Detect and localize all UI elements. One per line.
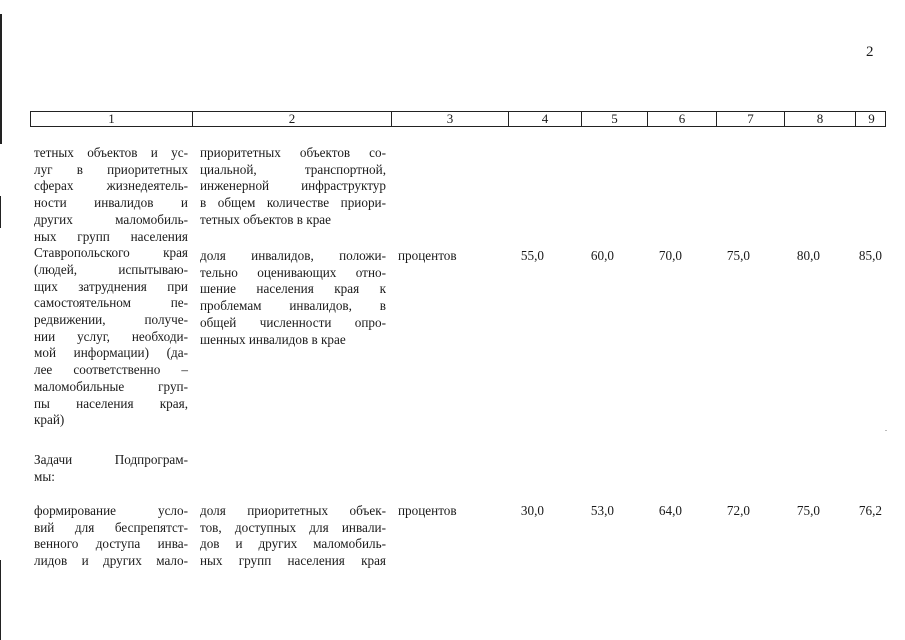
indicator-3-value-col8: 75,0 xyxy=(796,503,820,518)
indicator-2-description-cell xyxy=(200,248,386,348)
header-col-6: 6 xyxy=(648,112,717,126)
indicator-3-unit: процентов xyxy=(398,503,457,518)
indicator-2-line: тельно оценивающих отно- xyxy=(200,264,386,280)
goal-line: самостоятельном пе- xyxy=(34,295,188,311)
indicator-1-description-cell xyxy=(200,145,386,229)
goal-line: луг в приоритетных xyxy=(34,161,188,177)
header-col-7: 7 xyxy=(717,112,785,126)
indicator-3-line: дов и других маломобиль- xyxy=(200,536,386,552)
indicator-2-line: общей численности опро- xyxy=(200,314,386,330)
indicator-3-value-col4: 30,0 xyxy=(520,503,544,518)
indicator-1-line: приоритетных объектов со- xyxy=(200,145,386,160)
indicator-2-value-col8: 80,0 xyxy=(796,248,820,263)
task-line: вий для беспрепятст- xyxy=(34,519,188,535)
indicator-3-value-col9: 76,2 xyxy=(858,503,882,518)
indicator-1-line: тетных объектов в крае xyxy=(200,211,332,227)
task-description-cell xyxy=(34,503,188,570)
goal-line: пы населения края, xyxy=(34,395,188,411)
goal-line: Ставропольского края xyxy=(34,245,188,261)
header-col-1: 1 xyxy=(31,112,193,126)
header-col-9: 9 xyxy=(868,111,875,126)
goal-description-cell xyxy=(34,145,188,429)
indicator-2-unit: процентов xyxy=(398,248,457,263)
indicator-2-line: шенных инвалидов в крае xyxy=(200,331,346,347)
task-line: венного доступа инва- xyxy=(34,536,188,552)
goal-line: редвижении, получе- xyxy=(34,312,188,328)
header-col-8: 8 xyxy=(785,112,856,126)
scan-edge-bottom xyxy=(0,560,1,640)
indicator-2-line: проблемам инвалидов, в xyxy=(200,298,386,314)
task-line: формирование усло- xyxy=(34,503,188,518)
indicator-2-line: доля инвалидов, положи- xyxy=(200,248,386,263)
goal-line: тетных объектов и ус- xyxy=(34,145,188,160)
header-col-3: 3 xyxy=(392,112,509,126)
tasks-heading-line: мы: xyxy=(34,468,55,484)
goal-line: других маломобиль- xyxy=(34,211,188,227)
indicator-3-line: ных групп населения края xyxy=(200,553,386,569)
indicator-2-line: шение населения края к xyxy=(200,281,386,297)
goal-line: лее соответственно – xyxy=(34,362,188,378)
indicator-2-value-col6: 70,0 xyxy=(658,248,682,263)
page-number: 2 xyxy=(866,44,874,60)
header-col-5: 5 xyxy=(582,112,648,126)
scan-speck xyxy=(885,430,887,431)
goal-line: маломобильные груп- xyxy=(34,378,188,394)
indicator-2-value-col5: 60,0 xyxy=(590,248,614,263)
indicator-3-line: тов, доступных для инвали- xyxy=(200,519,386,535)
task-line: лидов и других мало- xyxy=(34,553,188,569)
goal-line: край) xyxy=(34,412,65,428)
indicator-1-line: циальной, транспортной, xyxy=(200,161,386,177)
header-col-2: 2 xyxy=(193,112,392,126)
goal-line: мой информации) (да- xyxy=(34,345,188,361)
indicator-3-description-cell xyxy=(200,503,386,570)
scan-edge-top xyxy=(0,14,2,144)
indicator-1-line: инженерной инфраструктур xyxy=(200,178,386,194)
goal-line: сферах жизнедеятель- xyxy=(34,178,188,194)
indicator-2-value-col9: 85,0 xyxy=(858,248,882,263)
indicator-3-value-col6: 64,0 xyxy=(658,503,682,518)
tasks-heading-line: Задачи Подпрограм- xyxy=(34,452,188,467)
column-number-header xyxy=(30,111,886,127)
goal-line: нии услуг, необходи- xyxy=(34,328,188,344)
tasks-heading xyxy=(34,452,188,485)
scan-edge-middle xyxy=(0,196,1,228)
indicator-3-value-col5: 53,0 xyxy=(590,503,614,518)
goal-line: ности инвалидов и xyxy=(34,195,188,211)
goal-line: щих затруднения при xyxy=(34,278,188,294)
indicator-2-value-col7: 75,0 xyxy=(726,248,750,263)
goal-line: (людей, испытываю- xyxy=(34,261,188,277)
indicator-3-line: доля приоритетных объек- xyxy=(200,503,386,518)
goal-line: ных групп населения xyxy=(34,228,188,244)
indicator-1-line: в общем количестве приори- xyxy=(200,195,386,211)
indicator-2-value-col4: 55,0 xyxy=(520,248,544,263)
header-col-4: 4 xyxy=(509,112,582,126)
indicator-3-value-col7: 72,0 xyxy=(726,503,750,518)
